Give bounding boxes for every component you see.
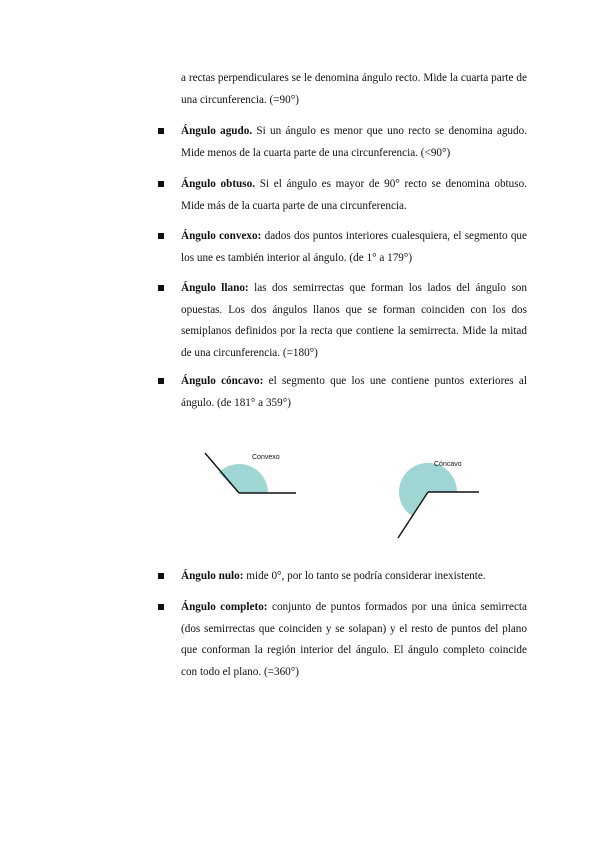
- item-convexo: [181, 226, 527, 269]
- item-term: Ángulo llano:: [181, 282, 249, 294]
- item-nulo: [181, 566, 527, 588]
- item-text: Si el ángulo es mayor de 90° recto se denomina obtuso. Mide más de la cuarta parte de una circunferencia.: [181, 178, 527, 212]
- item-text: las dos semirrectas que forman los lados del ángulo son opuestas. Los dos ángulos llanos que se forman coinciden con los dos semiplanos definidos por la recta que contiene la semirrecta. Mide la mitad de una circunferencia. (=180°): [181, 282, 527, 359]
- item-text: el segmento que los une contiene puntos exteriores al ángulo. (de 181° a 359°): [181, 375, 527, 409]
- item-concavo: [181, 371, 527, 414]
- item-agudo: [181, 121, 527, 164]
- item-term: Ángulo nulo:: [181, 570, 244, 582]
- convex-label: Convexo: [252, 454, 280, 461]
- item-term: Ángulo agudo.: [181, 125, 253, 137]
- bullet-icon: [158, 285, 164, 291]
- bullet-icon: [158, 233, 164, 239]
- item-text: dados dos puntos interiores cualesquiera, el segmento que los une es también interior al ángulo. (de 1° a 179°): [181, 230, 527, 264]
- concave-angle-figure: [366, 452, 484, 542]
- item-text: Si un ángulo es menor que uno recto se denomina agudo. Mide menos de la cuarta parte de una circunferencia. (<90°): [181, 125, 528, 159]
- item-term: Ángulo convexo:: [181, 230, 262, 242]
- item-text: mide 0°, por lo tanto se podría considerar inexistente.: [243, 570, 486, 582]
- convex-angle-figure: [196, 446, 300, 502]
- item-llano: [181, 278, 527, 364]
- item-term: Ángulo completo:: [181, 601, 268, 613]
- bullet-icon: [158, 573, 164, 579]
- item-term: Ángulo obtuso.: [181, 178, 256, 190]
- concave-label: Cóncavo: [434, 461, 462, 468]
- item-completo: [181, 597, 527, 683]
- bullet-icon: [158, 128, 164, 134]
- intro-paragraph: a rectas perpendiculares se le denomina ángulo recto. Mide la cuarta parte de una circunferencia. (=90°): [181, 72, 527, 106]
- item-text: conjunto de puntos formados por una única semirrecta (dos semirrectas que coinciden y se solapan) y el resto de puntos del plano que conforman la región interior del ángulo. El ángulo completo coincide con todo el plano. (=360°): [181, 601, 527, 678]
- concave-angle-sector: [399, 463, 457, 516]
- item-term: Ángulo cóncavo:: [181, 375, 264, 387]
- item-obtuso: [181, 174, 527, 217]
- bullet-icon: [158, 181, 164, 187]
- bullet-icon: [158, 604, 164, 610]
- bullet-icon: [158, 378, 164, 384]
